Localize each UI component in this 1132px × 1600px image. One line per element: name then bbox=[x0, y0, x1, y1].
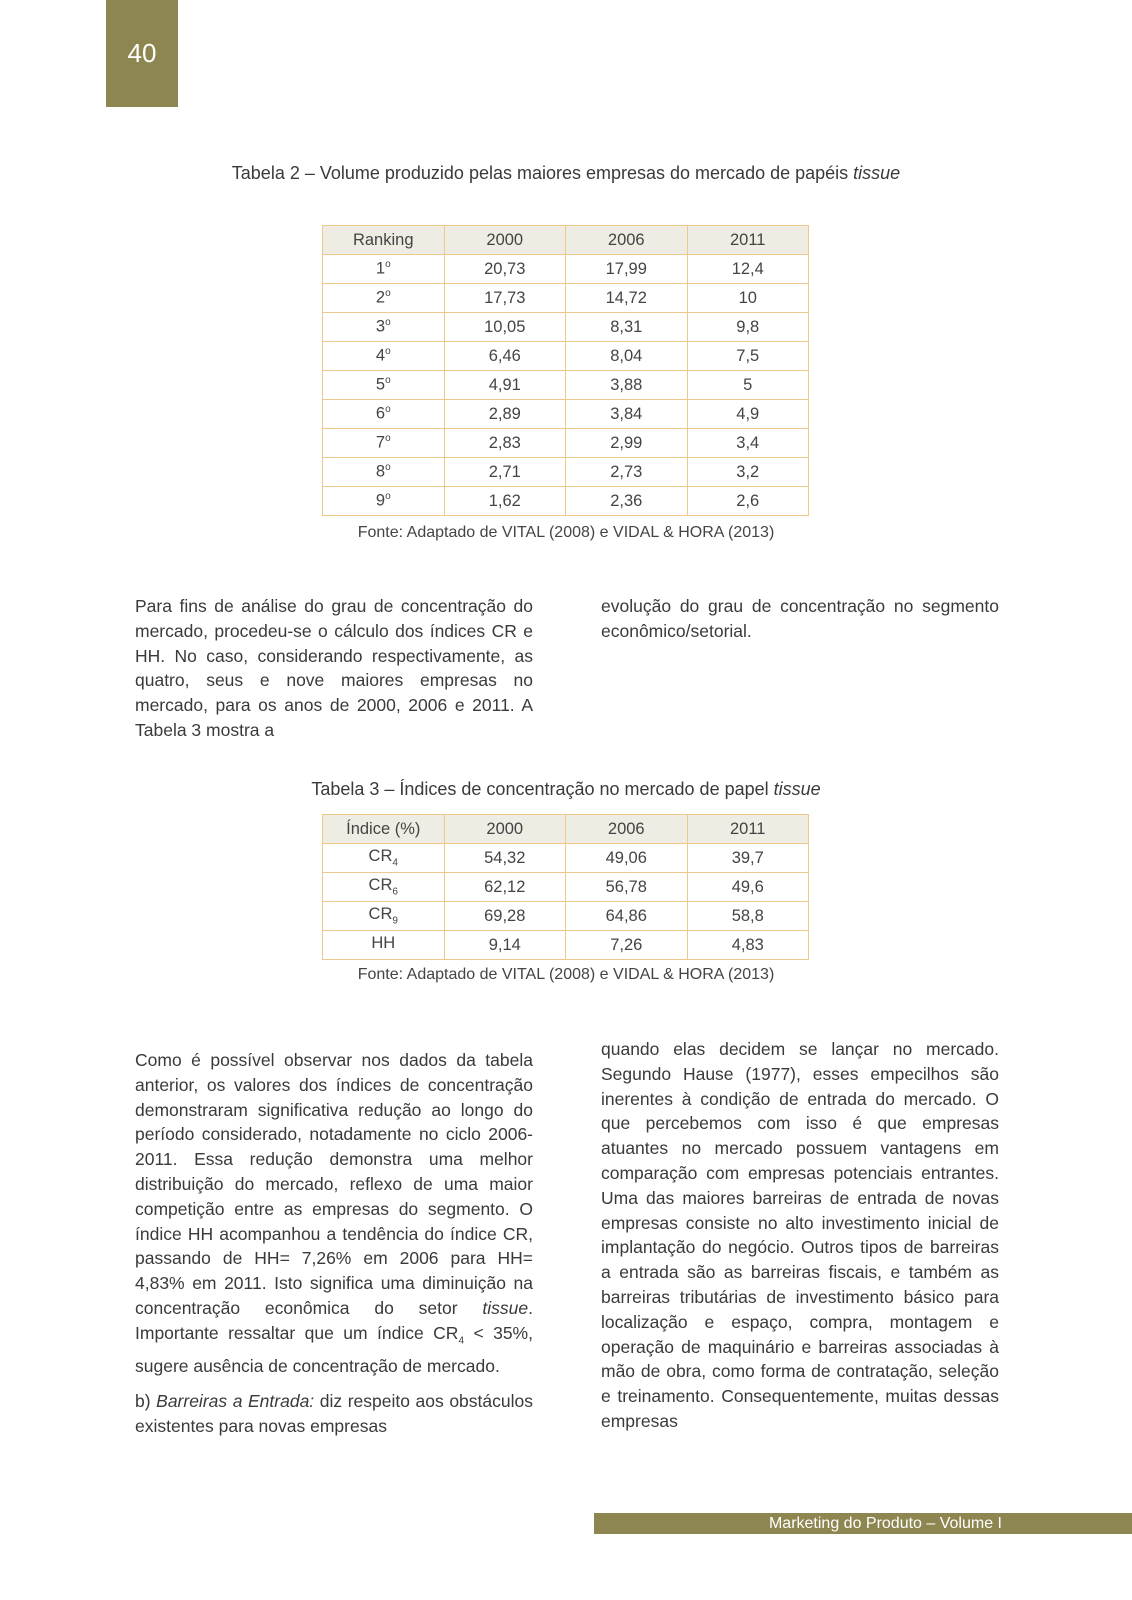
table-cell: 58,8 bbox=[687, 902, 809, 931]
rank-cell bbox=[323, 487, 445, 516]
table-cell: 8,31 bbox=[566, 313, 688, 342]
rank-cell bbox=[323, 284, 445, 313]
subscript: 4 bbox=[458, 1335, 464, 1347]
table-cell: 9,8 bbox=[687, 313, 809, 342]
table-header-cell: 2000 bbox=[444, 226, 566, 255]
rank-number: 7 bbox=[375, 433, 386, 452]
table-cell: 10,05 bbox=[444, 313, 566, 342]
text-run: Como é possível observar nos dados da tabela anterior, os valores dos índices de concentração demonstraram significativa redução ao longo do período considerado, notadamente no ciclo 2006-2011. Essa redução demonstra uma melhor distribuição do mercado, reflexo de uma maior competição entre as empresas do segmento. O índice HH acompanhou a tendência do índice CR, passando de HH= 7,26% em 2006 para HH= 4,83% em 2011. Isto significa uma diminuição na concentração econômica do setor bbox=[135, 1050, 533, 1318]
text-run: diz respeito aos obstáculos existentes para novas empresas bbox=[135, 1390, 533, 1436]
table-cell: 4,83 bbox=[687, 931, 809, 960]
table-cell: 62,12 bbox=[444, 873, 566, 902]
table-cell: 14,72 bbox=[566, 284, 688, 313]
rank-cell bbox=[323, 400, 445, 429]
table2 bbox=[322, 225, 809, 516]
table-header-cell: 2011 bbox=[687, 226, 809, 255]
rank-ordinal: o bbox=[385, 259, 391, 271]
body-column-right-1 bbox=[601, 594, 999, 654]
footer-bar bbox=[594, 1513, 1132, 1534]
table2-caption bbox=[0, 163, 1132, 184]
index-cell bbox=[323, 931, 445, 960]
table-header-cell: Ranking bbox=[323, 226, 445, 255]
index-cell bbox=[323, 902, 445, 931]
table-cell: 4,91 bbox=[444, 371, 566, 400]
table-cell: 64,86 bbox=[566, 902, 688, 931]
rank-number: 9 bbox=[375, 491, 386, 510]
paragraph: evolução do grau de concentração no segmento econômico/setorial. bbox=[601, 596, 999, 641]
table2-caption-italic: tissue bbox=[853, 163, 901, 183]
table3-source: Fonte: Adaptado de VITAL (2008) e VIDAL & HORA (2013) bbox=[357, 966, 775, 983]
table-cell: 1,62 bbox=[444, 487, 566, 516]
paragraph bbox=[135, 1389, 533, 1439]
rank-number: 6 bbox=[375, 404, 386, 423]
table3 bbox=[322, 814, 809, 960]
footer-title: Marketing do Produto – Volume I bbox=[768, 1515, 1002, 1532]
table-cell: 7,5 bbox=[687, 342, 809, 371]
rank-number: 3 bbox=[375, 317, 386, 336]
table-header-cell: Índice (%) bbox=[323, 815, 445, 844]
table-cell: 17,73 bbox=[444, 284, 566, 313]
index-name: HH bbox=[371, 934, 396, 953]
table-row bbox=[323, 284, 809, 313]
table-cell: 5 bbox=[687, 371, 809, 400]
page-number-badge bbox=[106, 0, 178, 107]
rank-cell bbox=[323, 313, 445, 342]
body-column-left-1 bbox=[135, 594, 533, 753]
table-cell: 49,6 bbox=[687, 873, 809, 902]
table-cell: 2,6 bbox=[687, 487, 809, 516]
table-cell: 8,04 bbox=[566, 342, 688, 371]
table-header-cell: 2000 bbox=[444, 815, 566, 844]
list-marker: b) bbox=[135, 1390, 151, 1411]
body-column-right-2 bbox=[601, 1037, 999, 1444]
table-cell: 3,88 bbox=[566, 371, 688, 400]
rank-number: 1 bbox=[375, 259, 386, 278]
table-cell: 9,14 bbox=[444, 931, 566, 960]
rank-cell bbox=[323, 342, 445, 371]
table-cell: 54,32 bbox=[444, 844, 566, 873]
rank-ordinal: o bbox=[385, 491, 391, 503]
table3-caption bbox=[0, 779, 1132, 800]
rank-ordinal: o bbox=[385, 433, 391, 445]
table-header-cell: 2011 bbox=[687, 815, 809, 844]
index-cell bbox=[323, 844, 445, 873]
rank-number: 8 bbox=[375, 462, 386, 481]
table-cell: 17,99 bbox=[566, 255, 688, 284]
table-row bbox=[323, 458, 809, 487]
table-cell: 12,4 bbox=[687, 255, 809, 284]
rank-cell bbox=[323, 429, 445, 458]
index-name: CR bbox=[368, 847, 393, 866]
table-row bbox=[323, 342, 809, 371]
table3-caption-text: Tabela 3 – Índices de concentração no mercado de papel bbox=[311, 779, 769, 799]
table-header-row bbox=[323, 815, 809, 844]
table-cell: 56,78 bbox=[566, 873, 688, 902]
table-header-cell: 2006 bbox=[566, 226, 688, 255]
table-row bbox=[323, 931, 809, 960]
table-cell: 3,84 bbox=[566, 400, 688, 429]
table-row bbox=[323, 313, 809, 342]
rank-ordinal: o bbox=[385, 288, 391, 300]
rank-number: 2 bbox=[375, 288, 386, 307]
rank-ordinal: o bbox=[385, 317, 391, 329]
rank-number: 4 bbox=[375, 346, 386, 365]
table-cell: 2,99 bbox=[566, 429, 688, 458]
table-cell: 2,89 bbox=[444, 400, 566, 429]
table-header-cell: 2006 bbox=[566, 815, 688, 844]
table-row bbox=[323, 873, 809, 902]
rank-ordinal: o bbox=[385, 346, 391, 358]
table-cell: 3,4 bbox=[687, 429, 809, 458]
table-cell: 20,73 bbox=[444, 255, 566, 284]
table-cell: 7,26 bbox=[566, 931, 688, 960]
paragraph bbox=[135, 1048, 533, 1379]
table3-caption-italic: tissue bbox=[773, 779, 821, 799]
table-header-row bbox=[323, 226, 809, 255]
table2-container bbox=[322, 225, 809, 516]
italic-term: tissue bbox=[482, 1297, 529, 1318]
table-row bbox=[323, 400, 809, 429]
table-row bbox=[323, 371, 809, 400]
table-row bbox=[323, 255, 809, 284]
index-name: CR bbox=[368, 905, 393, 924]
table-row bbox=[323, 429, 809, 458]
table3-container bbox=[322, 814, 809, 960]
text-run: < 35%, sugere ausência de concentração de mercado. bbox=[135, 1322, 533, 1377]
table-cell: 4,9 bbox=[687, 400, 809, 429]
table-cell: 2,71 bbox=[444, 458, 566, 487]
table-row bbox=[323, 844, 809, 873]
table-row bbox=[323, 487, 809, 516]
table-cell: 2,83 bbox=[444, 429, 566, 458]
text-run: . Importante ressaltar que um índice CR bbox=[135, 1297, 533, 1343]
table-cell: 2,36 bbox=[566, 487, 688, 516]
table-cell: 6,46 bbox=[444, 342, 566, 371]
page-number: 40 bbox=[127, 38, 157, 68]
paragraph: quando elas decidem se lançar no mercado. Segundo Hause (1977), esses empecilhos são inerentes à condição de entrada do mercado. O que percebemos com isso é que empresas atuantes no mercado possuem vantagens em comparação com empresas potenciais entrantes. Uma das maiores barreiras de entrada de novas empresas consiste no alto investimento inicial de implantação do negócio. Outros tipos de barreiras a entrada são as barreiras fiscais, e também as barreiras tributárias de investimento básico para localização e espaço, compra, montagem e operação de maquinário e barreiras associadas à mão de obra, como forma de contratação, seleção e treinamento. Consequentemente, muitas dessas empresas bbox=[601, 1039, 999, 1431]
rank-cell bbox=[323, 255, 445, 284]
rank-ordinal: o bbox=[385, 462, 391, 474]
index-subscript: 6 bbox=[392, 886, 398, 898]
table-cell: 39,7 bbox=[687, 844, 809, 873]
table-cell: 49,06 bbox=[566, 844, 688, 873]
table-cell: 69,28 bbox=[444, 902, 566, 931]
rank-cell bbox=[323, 458, 445, 487]
paragraph: Para fins de análise do grau de concentração do mercado, procedeu-se o cálculo dos índices CR e HH. No caso, considerando respectivamente, as quatro, seus e nove maiores empresas no mercado, para os anos de 2000, 2006 e 2011. A Tabela 3 mostra a bbox=[135, 596, 533, 740]
index-cell bbox=[323, 873, 445, 902]
table-cell: 10 bbox=[687, 284, 809, 313]
italic-term: Barreiras a Entrada: bbox=[156, 1390, 315, 1411]
index-name: CR bbox=[368, 876, 393, 895]
rank-ordinal: o bbox=[385, 375, 391, 387]
rank-number: 5 bbox=[375, 375, 386, 394]
index-subscript: 9 bbox=[392, 915, 398, 927]
body-column-left-2 bbox=[135, 1048, 533, 1448]
table-cell: 3,2 bbox=[687, 458, 809, 487]
rank-ordinal: o bbox=[385, 404, 391, 416]
table2-source: Fonte: Adaptado de VITAL (2008) e VIDAL & HORA (2013) bbox=[357, 524, 775, 541]
table-cell: 2,73 bbox=[566, 458, 688, 487]
rank-cell bbox=[323, 371, 445, 400]
table2-caption-text: Tabela 2 – Volume produzido pelas maiores empresas do mercado de papéis bbox=[231, 163, 849, 183]
table-row bbox=[323, 902, 809, 931]
index-subscript: 4 bbox=[392, 857, 398, 869]
